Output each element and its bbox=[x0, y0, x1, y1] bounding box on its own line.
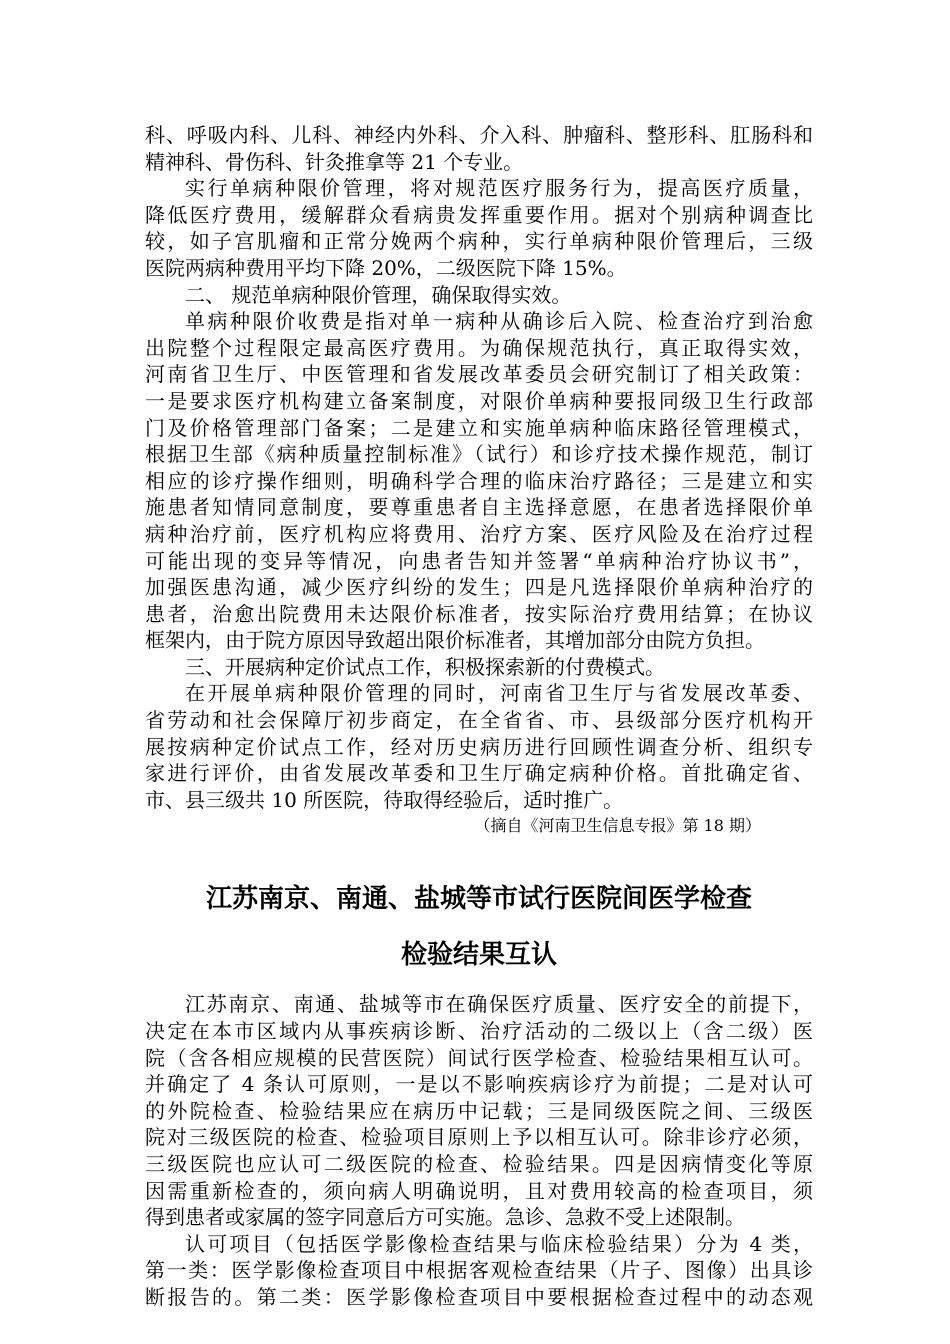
body-line: 出院整个过程限定最高医疗费用。为确保规范执行，真正取得实效， bbox=[145, 335, 813, 360]
body-line: 单病种限价收费是指对单一病种从确诊后入院、检查治疗到治愈 bbox=[185, 309, 813, 334]
body-line: 得到患者或家属的签字同意后方可实施。急诊、急救不受上述限制。 bbox=[145, 1205, 745, 1230]
article-title-line-2: 检验结果互认 bbox=[400, 940, 557, 971]
article-title-line-1: 江苏南京、南通、盐城等市试行医院间医学检查 bbox=[205, 884, 752, 915]
body-line: 展按病种定价试点工作，经对历史病历进行回顾性调查分析、组织专 bbox=[145, 734, 813, 759]
body-line: 三级医院也应认可二级医院的检查、检验结果。四是因病情变化等原 bbox=[145, 1152, 813, 1176]
body-line: 科、呼吸内科、儿科、神经内外科、介入科、肿瘤科、整形科、肛肠科和 bbox=[145, 123, 813, 147]
body-line: 断报告的。第二类：医学影像检查项目中要根据检查过程中的动态观 bbox=[145, 1284, 813, 1309]
body-line: 的外院检查、检验结果应在病历中记载；三是同级医院之间、三级医 bbox=[145, 1098, 813, 1123]
body-line: 加强医患沟通，减少医疗纠纷的发生；四是凡选择限价单病种治疗的 bbox=[145, 575, 813, 600]
body-line: 相应的诊疗操作细则，明确科学合理的临床治疗路径；三是建立和实 bbox=[145, 468, 813, 493]
body-line: 决定在本市区域内从事疾病诊断、治疗活动的二级以上（含二级）医 bbox=[145, 1019, 813, 1044]
body-line: 可能出现的变异等情况，向患者告知并签署“单病种治疗协议书”， bbox=[145, 548, 813, 573]
body-line: 院（含各相应规模的民营医院）间试行医学检查、检验结果相互认可。 bbox=[145, 1045, 813, 1070]
body-line: 江苏南京、南通、盐城等市在确保医疗质量、医疗安全的前提下， bbox=[185, 992, 813, 1017]
body-line: 精神科、骨伤科、针灸推拿等 21 个专业。 bbox=[145, 149, 524, 174]
body-line: 较，如子宫肌瘤和正常分娩两个病种，实行单病种限价管理后，三级 bbox=[145, 229, 813, 254]
body-line: 院对三级医院的检查、检验项目原则上予以相互认可。除非诊疗必须， bbox=[145, 1125, 813, 1150]
body-line: 因需重新检查的，须向病人明确说明，且对费用较高的检查项目，须 bbox=[145, 1178, 813, 1203]
body-line: 门及价格管理部门备案；二是建立和实施单病种临床路径管理模式， bbox=[145, 415, 813, 440]
body-line: 根据卫生部《病种质量控制标准》（试行）和诊疗技术操作规范，制订 bbox=[145, 442, 813, 467]
section-heading: 二、 规范单病种限价管理，确保取得实效。 bbox=[185, 282, 572, 307]
body-line: 框架内，由于院方原因导致超出限价标准者，其增加部分由院方负担。 bbox=[145, 628, 765, 653]
body-line: 第一类：医学影像检查项目中根据客观检查结果（片子、图像）出具诊 bbox=[145, 1258, 813, 1283]
body-line: 施患者知情同意制度，要尊重患者自主选择意愿，在患者选择限价单 bbox=[145, 495, 813, 520]
body-line: 降低医疗费用，缓解群众看病贵发挥重要作用。据对个别病种调查比 bbox=[145, 202, 813, 227]
body-line: 并确定了 4 条认可原则，一是以不影响疾病诊疗为前提；二是对认可 bbox=[145, 1072, 813, 1097]
section-henan-pricing bbox=[145, 122, 813, 839]
body-line: 家进行评价，由省发展改革委和卫生厅确定病种价格。首批确定省、 bbox=[145, 761, 813, 786]
document-page bbox=[145, 122, 813, 1311]
body-line: 病种治疗前，医疗机构应将费用、治疗方案、医疗风险及在治疗过程 bbox=[145, 521, 813, 546]
source-citation: （摘自《河南卫生信息专报》第 18 期） bbox=[474, 816, 761, 836]
body-line: 市、县三级共 10 所医院，待取得经验后，适时推广。 bbox=[145, 787, 624, 812]
body-line: 实行单病种限价管理，将对规范医疗服务行为，提高医疗质量， bbox=[185, 176, 813, 201]
body-line: 河南省卫生厅、中医管理和省发展改革委员会研究制订了相关政策： bbox=[145, 362, 813, 387]
body-line: 在开展单病种限价管理的同时，河南省卫生厅与省发展改革委、 bbox=[185, 681, 813, 706]
section-jiangsu-mutual-recognition bbox=[145, 873, 813, 1310]
body-line: 患者，治愈出院费用未达限价标准者，按实际治疗费用结算；在协议 bbox=[145, 601, 813, 626]
body-line: 认可项目（包括医学影像检查结果与临床检验结果）分为 4 类， bbox=[185, 1231, 813, 1256]
body-line: 医院两病种费用平均下降 20%，二级医院下降 15%。 bbox=[145, 255, 627, 280]
section-heading: 三、开展病种定价试点工作，积极探索新的付费模式。 bbox=[185, 654, 665, 679]
body-line: 一是要求医疗机构建立备案制度，对限价单病种要报同级卫生行政部 bbox=[145, 388, 813, 413]
body-line: 省劳动和社会保障厅初步商定，在全省省、市、县级部分医疗机构开 bbox=[145, 708, 813, 733]
